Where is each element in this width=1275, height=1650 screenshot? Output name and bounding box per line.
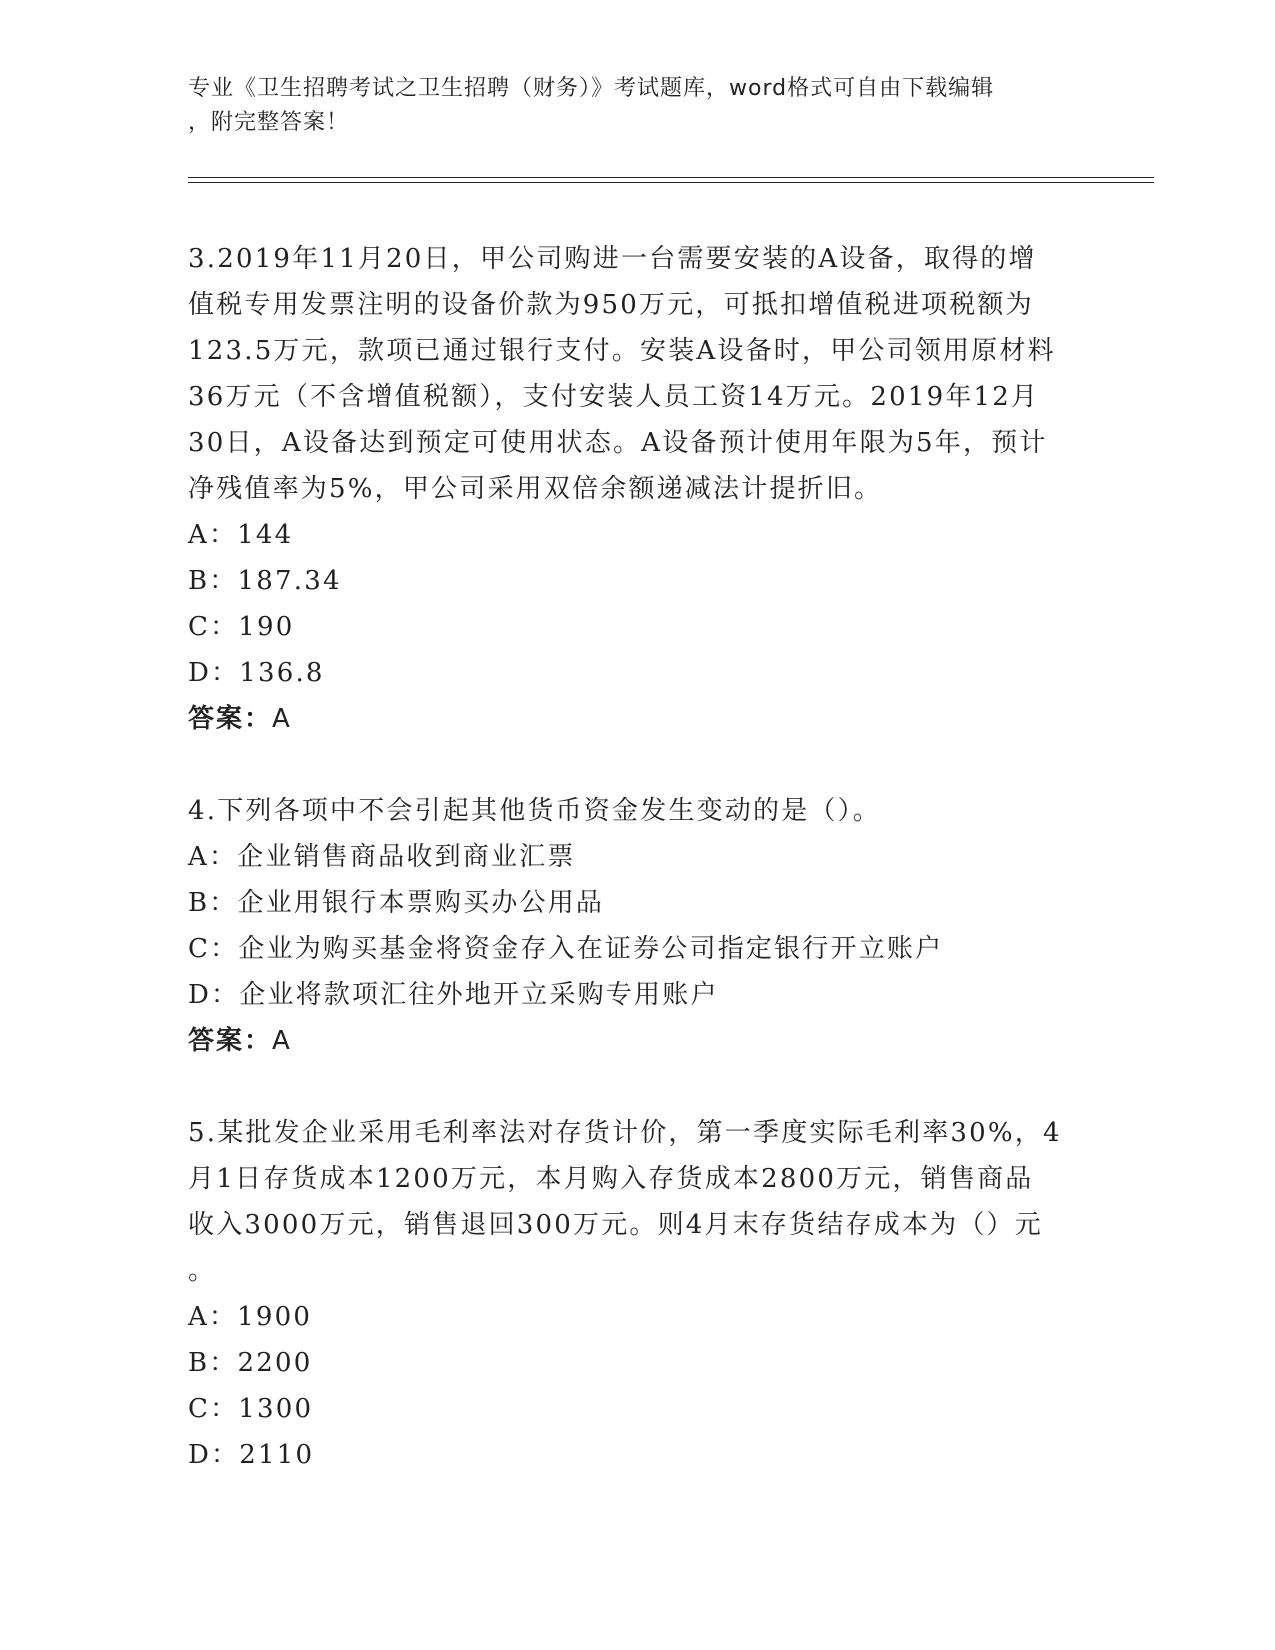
option-b: B：2200 <box>188 1348 313 1378</box>
question-text <box>188 788 1088 834</box>
answer <box>188 1018 1088 1064</box>
option-b: B：企业用银行本票购买办公用品 <box>188 888 605 918</box>
option-a: A：企业销售商品收到商业汇票 <box>188 842 576 872</box>
option-c: C：企业为购买基金将资金存入在证券公司指定银行开立账户 <box>188 934 944 964</box>
question-text-line: 5.某批发企业采用毛利率法对存货计价，第一季度实际毛利率30%，4 <box>188 1118 1062 1148</box>
question-text-line: 30日，A设备达到预定可使用状态。A设备预计使用年限为5年，预计 <box>188 428 1048 458</box>
document-header <box>188 72 1068 140</box>
option-a: A：144 <box>188 520 294 550</box>
header-line-1: 专业《卫生招聘考试之卫生招聘（财务）》考试题库，word格式可自由下载编辑 <box>188 76 995 101</box>
question-list <box>188 236 1088 1478</box>
answer-value: A <box>272 1026 292 1056</box>
header-rule-bottom <box>188 182 1154 183</box>
option-c: C：1300 <box>188 1394 314 1424</box>
answer-label: 答案： <box>188 704 273 734</box>
question-text-line: 月1日存货成本1200万元，本月购入存货成本2800万元，销售商品 <box>188 1164 1034 1194</box>
question-text-line: 。 <box>188 1256 217 1286</box>
header-rule-top <box>188 177 1154 178</box>
option-c: C：190 <box>188 612 295 642</box>
question-text <box>188 236 1088 512</box>
question-5 <box>188 1110 1088 1478</box>
answer <box>188 696 1088 742</box>
question-text-line: 3.2019年11月20日，甲公司购进一台需要安装的A设备，取得的增 <box>188 244 1037 274</box>
option-a: A：1900 <box>188 1302 313 1332</box>
question-text-line: 36万元（不含增值税额），支付安装人员工资14万元。2019年12月 <box>188 382 1040 412</box>
question-4 <box>188 788 1088 1064</box>
question-text <box>188 1110 1088 1294</box>
question-text-line: 4.下列各项中不会引起其他货币资金发生变动的是（）。 <box>188 796 882 826</box>
option-d: D：企业将款项汇往外地开立采购专用账户 <box>188 980 719 1010</box>
option-d: D：136.8 <box>188 658 325 688</box>
option-b: B：187.34 <box>188 566 342 596</box>
question-3 <box>188 236 1088 742</box>
header-line-2: ，附完整答案！ <box>188 110 350 135</box>
question-text-line: 净残值率为5%，甲公司采用双倍余额递减法计提折旧。 <box>188 474 883 504</box>
option-d: D：2110 <box>188 1440 315 1470</box>
question-text-line: 收入3000万元，销售退回300万元。则4月末存货结存成本为（）元 <box>188 1210 1043 1240</box>
answer-label: 答案： <box>188 1026 273 1056</box>
question-text-line: 值税专用发票注明的设备价款为950万元，可抵扣增值税进项税额为 <box>188 290 1034 320</box>
question-text-line: 123.5万元，款项已通过银行支付。安装A设备时，甲公司领用原材料 <box>188 336 1056 366</box>
answer-value: A <box>272 704 292 734</box>
